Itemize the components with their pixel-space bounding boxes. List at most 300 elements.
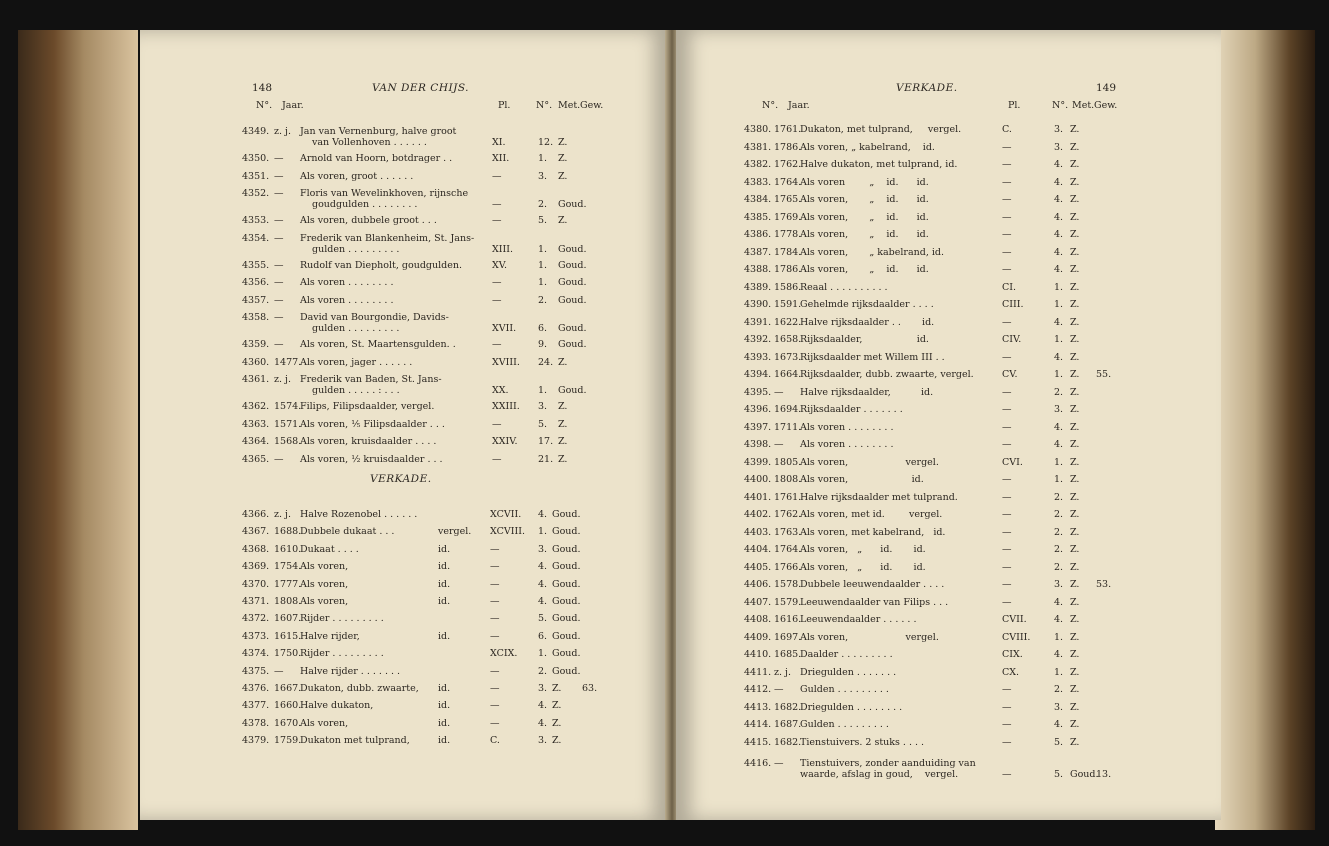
entry-count: 21. bbox=[538, 453, 554, 465]
entry-number: 4407. bbox=[744, 596, 772, 608]
entry-metal: Goud. bbox=[558, 385, 587, 396]
entry-year: — bbox=[274, 188, 284, 199]
entry-description: Dukaton, dubb. zwaarte, bbox=[300, 683, 419, 694]
entry-description: Leeuwendaalder van Filips . . . bbox=[800, 596, 949, 608]
entry-metal: Z. bbox=[1070, 509, 1080, 520]
entry-metal: Z. bbox=[1070, 246, 1080, 258]
entry-description: Frederik van Blankenheim, St. Jans- bbox=[300, 232, 475, 244]
entry-metal: Z. bbox=[552, 735, 562, 747]
entry-number: 4368. bbox=[242, 543, 270, 555]
entry-number: 4402. bbox=[744, 509, 772, 520]
entry-description: Als voren „ id. id. bbox=[800, 176, 929, 188]
entry-metal: Z. bbox=[1070, 386, 1080, 398]
entry-count: 5. bbox=[538, 418, 548, 430]
entry-metal: Goud. bbox=[558, 323, 587, 334]
entry-metal: Z. bbox=[1070, 666, 1080, 678]
col-header-year: Jaar. bbox=[282, 100, 304, 111]
entry-metal: Goud. bbox=[552, 543, 581, 555]
entry-description: Als voren, groot . . . . . . bbox=[300, 170, 414, 182]
table-row bbox=[140, 543, 660, 557]
entry-count: 1. bbox=[1054, 334, 1064, 345]
entry-description: Als voren, bbox=[300, 717, 349, 729]
entry-description: Daalder . . . . . . . . . bbox=[800, 649, 893, 660]
entry-metal: Goud. bbox=[552, 648, 581, 660]
entry-description: Als voren . . . . . . . . bbox=[300, 294, 394, 306]
entry-plate: — bbox=[492, 339, 502, 350]
entry-plate: — bbox=[1002, 596, 1012, 608]
entry-description: Als voren, „ id. id. bbox=[800, 211, 929, 223]
entry-description-cont: van Vollenhoven . . . . . . bbox=[312, 137, 427, 148]
entry-description: Filips, Filipsdaalder, vergel. bbox=[300, 401, 435, 412]
table-row bbox=[140, 435, 660, 449]
entry-number: 4370. bbox=[242, 578, 270, 590]
section-title: VERKADE. bbox=[370, 473, 432, 485]
entry-count: 4. bbox=[538, 509, 548, 520]
entry-number: 4366. bbox=[242, 509, 270, 520]
entry-metal: Z. bbox=[1070, 421, 1080, 433]
entry-year: 1687. bbox=[774, 719, 802, 730]
entry-count: 3. bbox=[1054, 579, 1064, 590]
entry-count: 4. bbox=[538, 700, 548, 712]
entry-number: 4349. bbox=[242, 126, 270, 137]
entry-description: Tienstuivers, zonder aanduiding van bbox=[800, 757, 976, 769]
page-number: 148 bbox=[252, 82, 273, 94]
entry-metal: Goud. bbox=[558, 199, 587, 210]
entry-plate: — bbox=[490, 578, 500, 590]
entry-year: — bbox=[274, 312, 284, 323]
entry-count: 4. bbox=[538, 578, 548, 590]
entry-metal: Goud. bbox=[552, 665, 581, 677]
entry-metal: Z. bbox=[1070, 701, 1080, 713]
table-row bbox=[140, 187, 660, 210]
col-header-no: N°. bbox=[762, 100, 779, 111]
entry-count: 4. bbox=[1054, 194, 1064, 205]
entry-count: 4. bbox=[538, 561, 548, 573]
col-header-gew: Gew. bbox=[1094, 100, 1118, 111]
entry-plate: — bbox=[1002, 264, 1012, 275]
entry-year: 1711. bbox=[774, 421, 802, 433]
entry-plate: — bbox=[1002, 491, 1012, 503]
entry-plate: CVIII. bbox=[1002, 631, 1031, 643]
entry-count: 4. bbox=[1054, 159, 1064, 170]
entry-plate: — bbox=[1002, 684, 1012, 695]
entry-metal: Z. bbox=[558, 170, 568, 182]
entry-plate: CX. bbox=[1002, 666, 1020, 678]
entry-number: 4378. bbox=[242, 717, 270, 729]
entry-description: Als voren, „ id. id. bbox=[800, 194, 929, 205]
table-row bbox=[676, 631, 1216, 645]
entry-description: Dukaat . . . . bbox=[300, 543, 359, 555]
entry-number: 4384. bbox=[744, 194, 772, 205]
table-row bbox=[140, 232, 660, 255]
entry-plate: XCIX. bbox=[490, 648, 518, 660]
entry-metal: Z. bbox=[558, 153, 568, 164]
entry-description: Als voren . . . . . . . . bbox=[800, 421, 894, 433]
table-row bbox=[140, 734, 660, 748]
table-row bbox=[140, 338, 660, 352]
entry-metal: Z. bbox=[1070, 456, 1080, 468]
table-row bbox=[140, 595, 660, 609]
entry-count: 4. bbox=[1054, 719, 1064, 730]
entry-number: 4379. bbox=[242, 735, 270, 747]
table-row bbox=[140, 125, 660, 148]
table-row bbox=[140, 311, 660, 334]
entry-description: Gehelmde rijksdaalder . . . . bbox=[800, 299, 934, 310]
table-row bbox=[140, 699, 660, 713]
entry-metal: Goud. bbox=[558, 339, 587, 350]
entry-metal: Z. bbox=[558, 356, 568, 368]
entry-count: 1. bbox=[1054, 474, 1064, 485]
entry-metal: Z. bbox=[1070, 614, 1080, 625]
entry-description: Halve Rozenobel . . . . . . bbox=[300, 509, 418, 520]
page-number: 149 bbox=[1096, 82, 1117, 94]
entry-count: 5. bbox=[538, 215, 548, 226]
entry-metal: Goud. bbox=[558, 259, 587, 271]
table-row bbox=[140, 373, 660, 396]
entry-description: Dukaton met tulprand, bbox=[300, 735, 410, 747]
entry-year: 1607. bbox=[274, 613, 302, 625]
entry-number: 4400. bbox=[744, 474, 772, 485]
entry-year: 1762. bbox=[774, 159, 802, 170]
entry-gilt: id. bbox=[438, 596, 451, 607]
entry-count: 1. bbox=[538, 648, 548, 660]
entry-number: 4359. bbox=[242, 339, 270, 350]
entry-number: 4408. bbox=[744, 614, 772, 625]
entry-description: Als voren, id. bbox=[800, 474, 924, 485]
entry-year: 1808. bbox=[274, 596, 302, 607]
running-head: VERKADE. bbox=[896, 82, 958, 94]
entry-description: Reaal . . . . . . . . . . bbox=[800, 281, 888, 293]
table-row bbox=[140, 578, 660, 592]
table-row bbox=[676, 718, 1216, 732]
entry-count: 4. bbox=[538, 596, 548, 607]
entry-metal: Goud. bbox=[558, 294, 587, 306]
running-head: VAN DER CHIJS. bbox=[372, 82, 470, 94]
entry-year: 1764. bbox=[774, 176, 802, 188]
entry-plate: — bbox=[1002, 159, 1012, 170]
entry-metal: Goud. bbox=[1070, 768, 1099, 780]
entry-count: 2. bbox=[1054, 526, 1064, 538]
entry-number: 4356. bbox=[242, 277, 270, 288]
entry-year: 1784. bbox=[774, 246, 802, 258]
entry-gilt: id. bbox=[438, 735, 451, 747]
table-row bbox=[676, 456, 1216, 470]
entry-number: 4386. bbox=[744, 229, 772, 240]
entry-metal: Z. bbox=[1070, 474, 1080, 485]
table-row bbox=[676, 298, 1216, 312]
entry-count: 1. bbox=[538, 259, 548, 271]
entry-year: 1682. bbox=[774, 701, 802, 713]
entry-metal: Z. bbox=[1070, 439, 1080, 450]
table-row bbox=[140, 560, 660, 574]
entry-plate: — bbox=[1002, 404, 1012, 415]
entry-plate: XIII. bbox=[492, 243, 514, 255]
entry-plate: — bbox=[1002, 768, 1012, 780]
entry-year: — bbox=[774, 684, 784, 695]
entry-metal: Z. bbox=[1070, 719, 1080, 730]
entry-year: — bbox=[274, 215, 284, 226]
entry-number: 4369. bbox=[242, 561, 270, 573]
entry-plate: XXIV. bbox=[492, 436, 518, 447]
entry-year: 1694. bbox=[774, 404, 802, 415]
entry-plate: — bbox=[1002, 509, 1012, 520]
entry-count: 1. bbox=[1054, 281, 1064, 293]
entry-year: 1610. bbox=[274, 543, 302, 555]
table-row bbox=[676, 701, 1216, 715]
entry-number: 4404. bbox=[744, 544, 772, 555]
entry-description: Rijksdaalder, dubb. zwaarte, vergel. bbox=[800, 369, 974, 380]
table-row bbox=[140, 294, 660, 308]
table-row bbox=[676, 228, 1216, 242]
entry-description: Als voren, ⅕ Filipsdaalder . . . bbox=[300, 418, 445, 430]
entry-count: 2. bbox=[538, 199, 548, 210]
entry-plate: — bbox=[1002, 141, 1012, 153]
entry-plate: — bbox=[490, 561, 500, 573]
entry-year: 1697. bbox=[774, 631, 802, 643]
entry-plate: — bbox=[1002, 561, 1012, 573]
entry-number: 4361. bbox=[242, 374, 270, 385]
entry-year: 1805. bbox=[774, 456, 802, 468]
entry-year: 1754. bbox=[274, 561, 302, 573]
entry-metal: Z. bbox=[552, 717, 562, 729]
entry-metal: Z. bbox=[1070, 316, 1080, 328]
table-row bbox=[676, 141, 1216, 155]
entry-count: 2. bbox=[1054, 491, 1064, 503]
entry-description-cont: gulden . . . . . . . . . bbox=[312, 323, 400, 334]
table-row bbox=[140, 418, 660, 432]
entry-description: Als voren, bbox=[300, 578, 349, 590]
entry-year: 1616. bbox=[774, 614, 802, 625]
entry-number: 4357. bbox=[242, 294, 270, 306]
entry-year: — bbox=[274, 339, 284, 350]
table-row bbox=[676, 211, 1216, 225]
entry-metal: Z. bbox=[558, 418, 568, 430]
entry-metal: Z. bbox=[1070, 369, 1080, 380]
entry-weight: 55. bbox=[1096, 369, 1112, 380]
entry-year: 1761. bbox=[774, 124, 802, 135]
entry-year: 1574. bbox=[274, 401, 302, 412]
entry-number: 4351. bbox=[242, 170, 270, 182]
entry-description: Tienstuivers. 2 stuks . . . . bbox=[800, 736, 925, 748]
table-row bbox=[140, 612, 660, 626]
entry-count: 1. bbox=[1054, 456, 1064, 468]
entry-year: — bbox=[274, 170, 284, 182]
entry-count: 24. bbox=[538, 356, 554, 368]
table-row bbox=[676, 386, 1216, 400]
entry-count: 6. bbox=[538, 630, 548, 642]
entry-number: 4414. bbox=[744, 719, 772, 730]
entry-count: 2. bbox=[1054, 386, 1064, 398]
entry-number: 4372. bbox=[242, 613, 270, 625]
entry-year: — bbox=[774, 757, 784, 769]
entry-metal: Z. bbox=[1070, 334, 1080, 345]
entry-number: 4410. bbox=[744, 649, 772, 660]
entry-plate: — bbox=[1002, 176, 1012, 188]
table-row bbox=[140, 170, 660, 184]
entry-gilt: id. bbox=[438, 561, 451, 573]
entry-gilt: id. bbox=[438, 683, 451, 694]
entry-year: z. j. bbox=[274, 374, 292, 385]
entry-metal: Z. bbox=[1070, 281, 1080, 293]
entry-metal: Z. bbox=[1070, 351, 1080, 363]
entry-description: Floris van Wevelinkhoven, rijnsche bbox=[300, 188, 469, 199]
entry-plate: XCVIII. bbox=[490, 526, 526, 538]
entry-description: David van Bourgondie, Davids- bbox=[300, 312, 449, 323]
table-row bbox=[676, 596, 1216, 610]
entry-plate: — bbox=[490, 543, 500, 555]
entry-plate: — bbox=[1002, 544, 1012, 555]
entry-count: 2. bbox=[538, 294, 548, 306]
entry-number: 4411. bbox=[744, 666, 772, 678]
entry-year: 1688. bbox=[274, 526, 302, 538]
table-row bbox=[140, 214, 660, 228]
entry-count: 1. bbox=[538, 385, 548, 396]
entry-description: Halve rijder . . . . . . . bbox=[300, 665, 401, 677]
entry-description: Halve rijksdaalder . . id. bbox=[800, 316, 935, 328]
entry-number: 4373. bbox=[242, 630, 270, 642]
table-row bbox=[676, 281, 1216, 295]
entry-count: 2. bbox=[1054, 684, 1064, 695]
entry-year: 1685. bbox=[774, 649, 802, 660]
table-row bbox=[676, 351, 1216, 365]
entry-number: 4380. bbox=[744, 124, 772, 135]
entry-plate: — bbox=[1002, 211, 1012, 223]
entry-description: Gulden . . . . . . . . . bbox=[800, 684, 889, 695]
entry-gilt: id. bbox=[438, 717, 451, 729]
entry-year: — bbox=[274, 259, 284, 271]
entry-description: Als voren, vergel. bbox=[800, 631, 939, 643]
entry-year: 1750. bbox=[274, 648, 302, 660]
entry-count: 4. bbox=[1054, 211, 1064, 223]
entry-description: Arnold van Hoorn, botdrager . . bbox=[300, 153, 453, 164]
entry-description: Halve rijder, bbox=[300, 630, 360, 642]
col-header-gew: Gew. bbox=[580, 100, 604, 111]
entry-description: Als voren, bbox=[300, 596, 349, 607]
entry-metal: Z. bbox=[1070, 596, 1080, 608]
entry-plate: — bbox=[1002, 526, 1012, 538]
entry-year: — bbox=[774, 439, 784, 450]
col-header-year: Jaar. bbox=[788, 100, 810, 111]
entry-plate: — bbox=[1002, 579, 1012, 590]
entry-plate: CV. bbox=[1002, 369, 1018, 380]
entry-number: 4399. bbox=[744, 456, 772, 468]
table-row bbox=[676, 368, 1216, 382]
entry-year: 1670. bbox=[274, 717, 302, 729]
entry-year: 1568. bbox=[274, 436, 302, 447]
entry-number: 4395. bbox=[744, 386, 772, 398]
table-row bbox=[676, 683, 1216, 697]
entry-plate: XXIII. bbox=[492, 401, 520, 412]
entry-metal: Z. bbox=[1070, 631, 1080, 643]
entry-year: 1578. bbox=[774, 579, 802, 590]
entry-metal: Z. bbox=[1070, 229, 1080, 240]
col-header-no2: N°. bbox=[1052, 100, 1069, 111]
table-row bbox=[676, 421, 1216, 435]
entry-number: 4355. bbox=[242, 259, 270, 271]
entry-year: 1762. bbox=[774, 509, 802, 520]
entry-description: Als voren, dubbele groot . . . bbox=[300, 215, 437, 226]
entry-metal: Z. bbox=[1070, 299, 1080, 310]
entry-plate: XVIII. bbox=[492, 356, 520, 368]
entry-number: 4376. bbox=[242, 683, 270, 694]
entry-year: 1786. bbox=[774, 141, 802, 153]
entry-metal: Z. bbox=[1070, 561, 1080, 573]
entry-count: 1. bbox=[1054, 631, 1064, 643]
entry-metal: Z. bbox=[1070, 141, 1080, 153]
right-page bbox=[676, 30, 1221, 820]
entry-number: 4403. bbox=[744, 526, 772, 538]
entry-description: Halve rijksdaalder, id. bbox=[800, 386, 934, 398]
entry-plate: CIX. bbox=[1002, 649, 1023, 660]
entry-count: 5. bbox=[1054, 736, 1064, 748]
entry-metal: Z. bbox=[552, 700, 562, 712]
col-header-met: Met. bbox=[558, 100, 581, 111]
left-page bbox=[140, 30, 668, 820]
table-row bbox=[140, 682, 660, 696]
entry-description: Halve rijksdaalder met tulprand. bbox=[800, 491, 958, 503]
entry-plate: — bbox=[492, 170, 502, 182]
entry-number: 4387. bbox=[744, 246, 772, 258]
entry-metal: Z. bbox=[1070, 526, 1080, 538]
entry-description-cont: gulden . . . . . : . . . bbox=[312, 385, 400, 396]
table-row bbox=[676, 543, 1216, 557]
table-row bbox=[676, 193, 1216, 207]
entry-gilt: vergel. bbox=[438, 526, 472, 538]
entry-description: Dubbele dukaat . . . bbox=[300, 526, 395, 538]
entry-year: 1579. bbox=[774, 596, 802, 608]
table-row bbox=[140, 717, 660, 731]
entry-description: Rijder . . . . . . . . . bbox=[300, 648, 384, 660]
entry-number: 4398. bbox=[744, 439, 772, 450]
entry-weight: 53. bbox=[1096, 579, 1112, 590]
table-row bbox=[676, 176, 1216, 190]
entry-plate: — bbox=[490, 700, 500, 712]
entry-year: 1658. bbox=[774, 334, 802, 345]
entry-weight: 63. bbox=[582, 683, 598, 694]
entry-count: 3. bbox=[1054, 701, 1064, 713]
entry-number: 4358. bbox=[242, 312, 270, 323]
entry-number: 4396. bbox=[744, 404, 772, 415]
entry-description: Rudolf van Diepholt, goudgulden. bbox=[300, 259, 462, 271]
entry-metal: Goud. bbox=[552, 526, 581, 538]
entry-number: 4389. bbox=[744, 281, 772, 293]
entry-number: 4391. bbox=[744, 316, 772, 328]
entry-metal: Z. bbox=[1070, 124, 1080, 135]
entry-metal: Goud. bbox=[552, 578, 581, 590]
entry-count: 4. bbox=[538, 717, 548, 729]
entry-year: 1777. bbox=[274, 578, 302, 590]
col-header-pl: Pl. bbox=[1008, 100, 1021, 111]
entry-count: 1. bbox=[1054, 299, 1064, 310]
entry-number: 4413. bbox=[744, 701, 772, 713]
entry-count: 1. bbox=[1054, 369, 1064, 380]
entry-plate: CI. bbox=[1002, 281, 1017, 293]
entry-count: 3. bbox=[1054, 124, 1064, 135]
entry-plate: — bbox=[492, 294, 502, 306]
entry-year: 1786. bbox=[774, 264, 802, 275]
entry-number: 4353. bbox=[242, 215, 270, 226]
entry-description: Als voren, „ kabelrand, id. bbox=[800, 141, 935, 153]
entry-year: 1759. bbox=[274, 735, 302, 747]
entry-weight: 13. bbox=[1096, 768, 1112, 780]
entry-description: Dukaton, met tulprand, vergel. bbox=[800, 124, 962, 135]
entry-metal: Z. bbox=[558, 401, 568, 412]
entry-metal: Z. bbox=[1070, 736, 1080, 748]
entry-number: 4375. bbox=[242, 665, 270, 677]
entry-year: 1761. bbox=[774, 491, 802, 503]
entry-plate: — bbox=[1002, 229, 1012, 240]
entry-number: 4394. bbox=[744, 369, 772, 380]
